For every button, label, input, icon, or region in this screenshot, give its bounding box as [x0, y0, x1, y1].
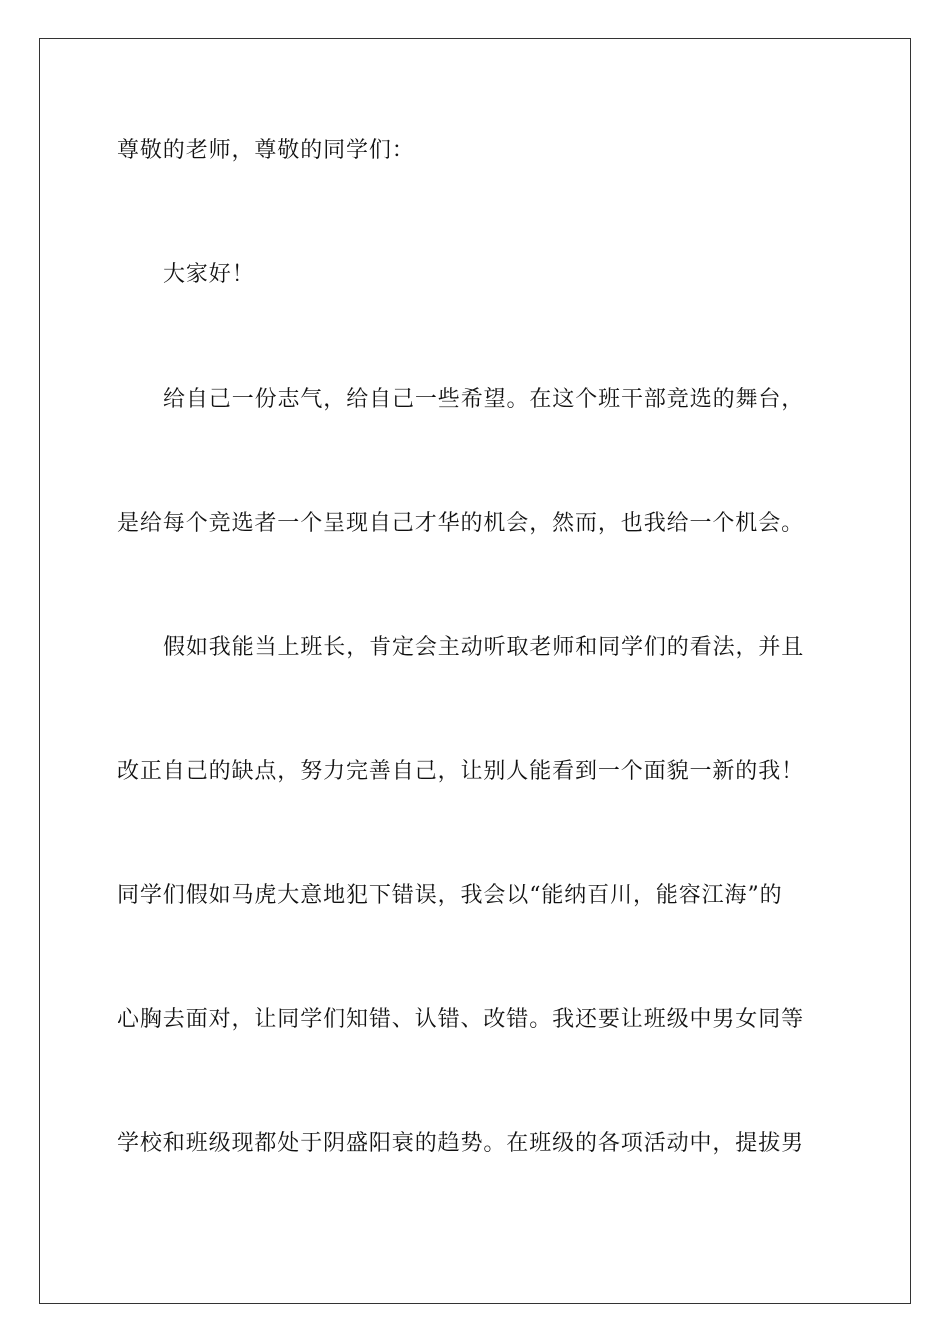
page-frame	[39, 38, 911, 1304]
body-line: 给自己一份志气，给自己一些希望。在这个班干部竞选的舞台，	[163, 387, 805, 412]
body-line: 改正自己的缺点，努力完善自己，让别人能看到一个面貌一新的我！	[117, 759, 805, 784]
body-line: 假如我能当上班长，肯定会主动听取老师和同学们的看法，并且	[163, 635, 805, 660]
greeting-line: 大家好！	[163, 262, 255, 287]
body-line: 心胸去面对，让同学们知错、认错、改错。我还要让班级中男女同等	[117, 1007, 805, 1032]
body-line: 是给每个竞选者一个呈现自己才华的机会，然而，也我给一个机会。	[117, 511, 805, 536]
body-line: 学校和班级现都处于阴盛阳衰的趋势。在班级的各项活动中，提拔男	[117, 1131, 805, 1156]
salutation-line: 尊敬的老师，尊敬的同学们：	[117, 138, 415, 163]
body-line: 同学们假如马虎大意地犯下错误，我会以“能纳百川，能容江海”的	[117, 883, 783, 908]
